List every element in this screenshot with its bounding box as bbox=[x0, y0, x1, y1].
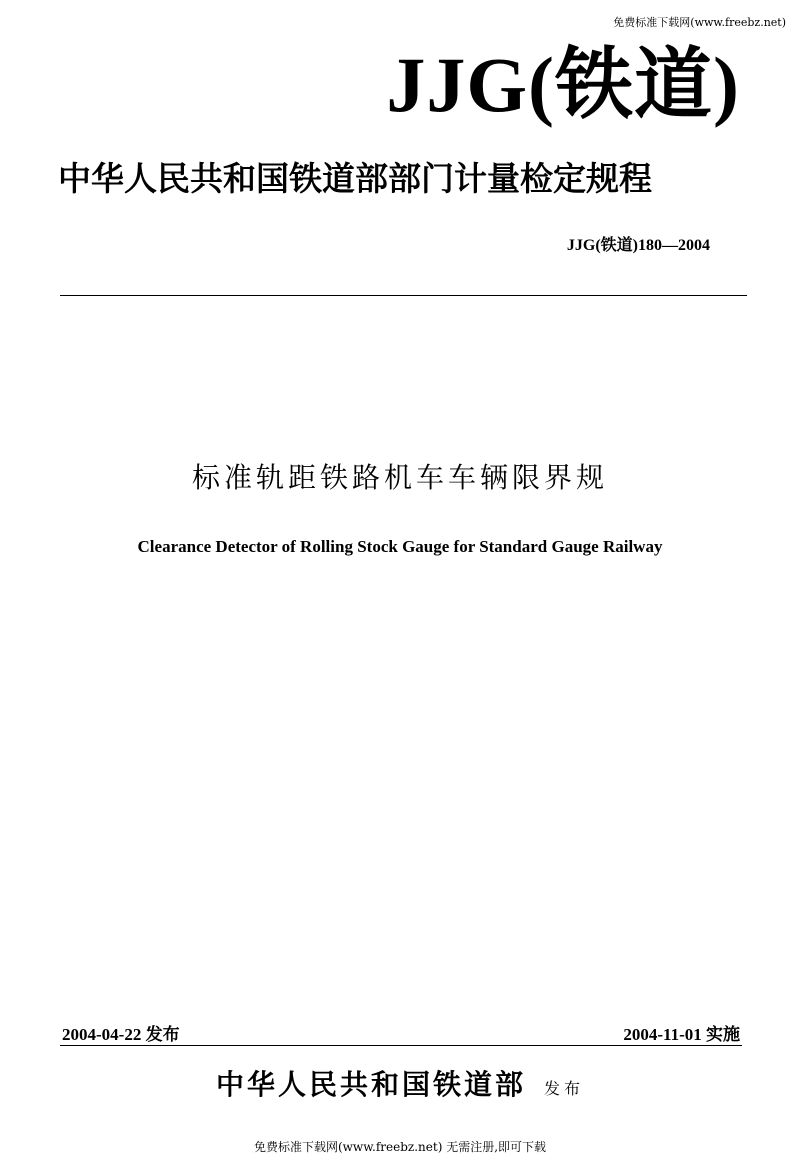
document-title-english: Clearance Detector of Rolling Stock Gauge for Standard Gauge Railway bbox=[137, 537, 663, 556]
publisher-name: 中华人民共和国铁道部 bbox=[215, 1068, 526, 1101]
footer-divider bbox=[60, 1045, 742, 1046]
header-divider bbox=[60, 295, 747, 296]
issue-date: 2004-04-22 发布 bbox=[62, 1025, 180, 1044]
document-title-chinese: 标准轨距铁路机车车辆限界规 bbox=[191, 461, 608, 494]
footer-download-note: 免费标准下载网(www.freebz.net) 无需注册,即可下载 bbox=[253, 1140, 547, 1154]
issuing-authority-title: 中华人民共和国铁道部部门计量检定规程 bbox=[58, 159, 652, 198]
document-number: JJG(铁道)180—2004 bbox=[566, 237, 710, 254]
implementation-date: 2004-11-01 实施 bbox=[623, 1025, 740, 1044]
standard-series-mark: JJG(铁道) bbox=[386, 41, 740, 128]
publisher-action: 发布 bbox=[544, 1079, 585, 1098]
header-download-note: 免费标准下载网(www.freebz.net) bbox=[613, 16, 786, 29]
publisher-line bbox=[0, 1063, 800, 1103]
